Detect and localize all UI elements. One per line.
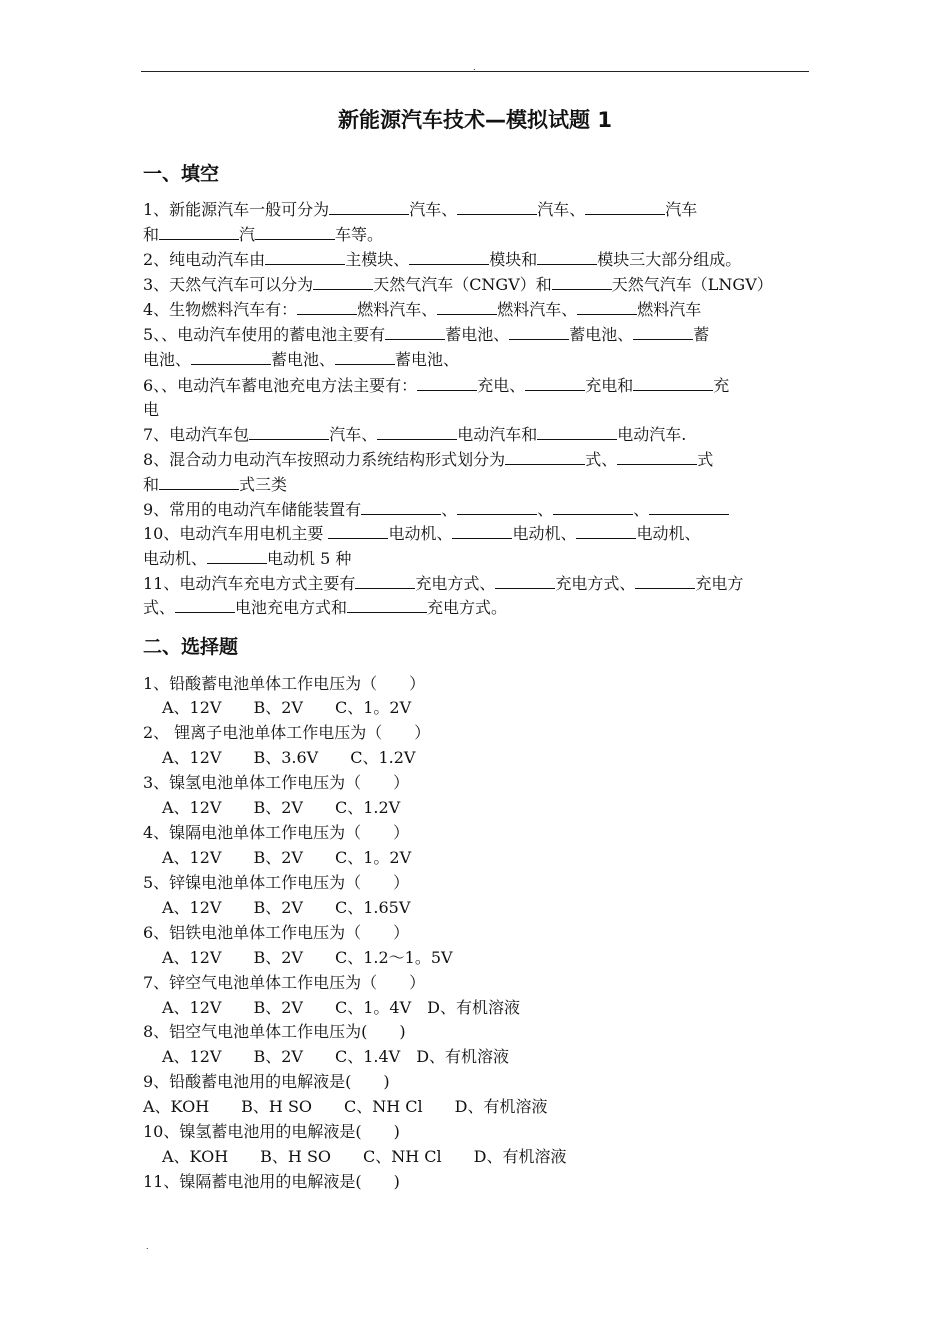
choice-question: 8、铝空气电池单体工作电压为( ) [143, 1022, 406, 1041]
fill-question-line: 4、生物燃料汽车有： 燃料汽车、 燃料汽车、 燃料汽车 [143, 300, 702, 319]
fill-question-line: 7、电动汽车包 汽车、 电动汽车和 电动汽车. [143, 425, 687, 444]
answer-blank[interactable] [437, 299, 497, 315]
fill-question-line: 11、电动汽车充电方式主要有 充电方式、 充电方式、 充电方 [143, 574, 744, 593]
answer-options: A、12V B、3.6V C、1.2V [162, 748, 416, 767]
answer-blank[interactable] [361, 499, 441, 515]
fill-question-line: 电 [143, 400, 160, 419]
choice-question: 7、锌空气电池单体工作电压为（ ） [143, 973, 426, 992]
fill-question-line: 2、纯电动汽车由 主模块、 模块和 模块三大部分组成。 [143, 250, 742, 269]
answer-blank[interactable] [577, 299, 637, 315]
answer-blank[interactable] [249, 424, 329, 440]
choice-question: 3、镍氢电池单体工作电压为（ ） [143, 773, 410, 792]
answer-blank[interactable] [355, 573, 415, 589]
answer-blank[interactable] [525, 375, 585, 391]
answer-blank[interactable] [329, 199, 409, 215]
answer-options: A、12V B、2V C、1。2V [162, 848, 412, 867]
header-dot: . [473, 63, 476, 72]
answer-options: A、12V B、2V C、1.65V [162, 898, 411, 917]
choice-question: 9、铅酸蓄电池用的电解液是( ) [143, 1072, 390, 1091]
answer-options: A、12V B、2V C、1.2～1。5V [162, 948, 453, 967]
section-heading-choice: 二、选择题 [143, 636, 239, 658]
answer-options: A、12V B、2V C、1。2V [162, 698, 412, 717]
fill-question-line: 电池、 蓄电池、 蓄电池、 [143, 350, 460, 369]
fill-question-line: 9、常用的电动汽车储能装置有 、 、 、 [143, 499, 823, 521]
choice-question: 1、铅酸蓄电池单体工作电压为（ ） [143, 674, 426, 693]
answer-blank[interactable] [207, 548, 267, 564]
fill-question-line: 式、 电池充电方式和 充电方式。 [143, 598, 508, 617]
fill-question-line: 1、新能源汽车一般可分为 汽车、 汽车、 汽车 [143, 200, 698, 219]
answer-blank[interactable] [537, 249, 597, 265]
answer-blank[interactable] [297, 299, 357, 315]
fill-question-line: 电动机、 电动机 5 种 [143, 549, 352, 568]
answer-blank[interactable] [585, 199, 665, 215]
answer-blank[interactable] [409, 249, 489, 265]
choice-question: 6、铝铁电池单体工作电压为（ ） [143, 923, 410, 942]
answer-blank[interactable] [159, 474, 239, 490]
answer-blank[interactable] [175, 597, 235, 613]
answer-blank[interactable] [495, 573, 555, 589]
section-heading-fill: 一、填空 [143, 163, 220, 185]
answer-blank[interactable] [452, 523, 512, 539]
answer-blank[interactable] [457, 499, 537, 515]
answer-blank[interactable] [552, 274, 612, 290]
choice-question: 10、镍氢蓄电池用的电解液是( ) [143, 1122, 400, 1141]
answer-options: A、12V B、2V C、1.2V [162, 798, 401, 817]
answer-options: A、12V B、2V C、1。4V D、有机溶液 [162, 998, 520, 1017]
answer-blank[interactable] [649, 499, 729, 515]
answer-blank[interactable] [617, 449, 697, 465]
page-title: 新能源汽车技术—模拟试题 1 [338, 108, 612, 132]
answer-blank[interactable] [255, 224, 335, 240]
answer-blank[interactable] [385, 324, 445, 340]
answer-blank[interactable] [265, 249, 345, 265]
answer-blank[interactable] [159, 224, 239, 240]
answer-blank[interactable] [457, 199, 537, 215]
answer-blank[interactable] [347, 597, 427, 613]
answer-blank[interactable] [633, 375, 713, 391]
answer-blank[interactable] [505, 449, 585, 465]
fill-question-line: 5、、电动汽车使用的蓄电池主要有 蓄电池、 蓄电池、 蓄 [143, 325, 710, 344]
footer-dot: . [146, 1242, 149, 1251]
choice-question: 2、 锂离子电池单体工作电压为（ ） [143, 723, 431, 742]
answer-blank[interactable] [576, 523, 636, 539]
answer-blank[interactable] [553, 499, 633, 515]
answer-blank[interactable] [417, 375, 477, 391]
answer-blank[interactable] [377, 424, 457, 440]
choice-question: 11、镍隔蓄电池用的电解液是( ) [143, 1172, 400, 1191]
answer-blank[interactable] [328, 523, 388, 539]
choice-question: 5、锌镍电池单体工作电压为（ ） [143, 873, 410, 892]
answer-blank[interactable] [191, 349, 271, 365]
fill-question-line: 8、混合动力电动汽车按照动力系统结构形式划分为 式、 式 [143, 450, 714, 469]
answer-blank[interactable] [635, 573, 695, 589]
answer-options: A、12V B、2V C、1.4V D、有机溶液 [162, 1047, 510, 1066]
fill-question-line: 和 式三类 [143, 475, 288, 494]
fill-question-line: 6、、电动汽车蓄电池充电方法主要有： 充电、 充电和 充 [143, 376, 730, 395]
fill-question-line: 10、电动汽车用电机主要 电动机、 电动机、 电动机、 [143, 524, 701, 543]
fill-question-line: 3、天然气汽车可以分为 天然气汽车（CNGV）和 天然气汽车（LNGV） [143, 275, 773, 294]
answer-blank[interactable] [509, 324, 569, 340]
answer-options: A、KOH B、H SO C、NH Cl D、有机溶液 [162, 1147, 567, 1166]
answer-blank[interactable] [537, 424, 617, 440]
answer-blank[interactable] [633, 324, 693, 340]
choice-question: 4、镍隔电池单体工作电压为（ ） [143, 823, 410, 842]
fill-question-line: 和 汽 车等。 [143, 225, 384, 244]
answer-blank[interactable] [313, 274, 373, 290]
answer-blank[interactable] [335, 349, 395, 365]
choice-question: A、KOH B、H SO C、NH Cl D、有机溶液 [143, 1097, 548, 1116]
